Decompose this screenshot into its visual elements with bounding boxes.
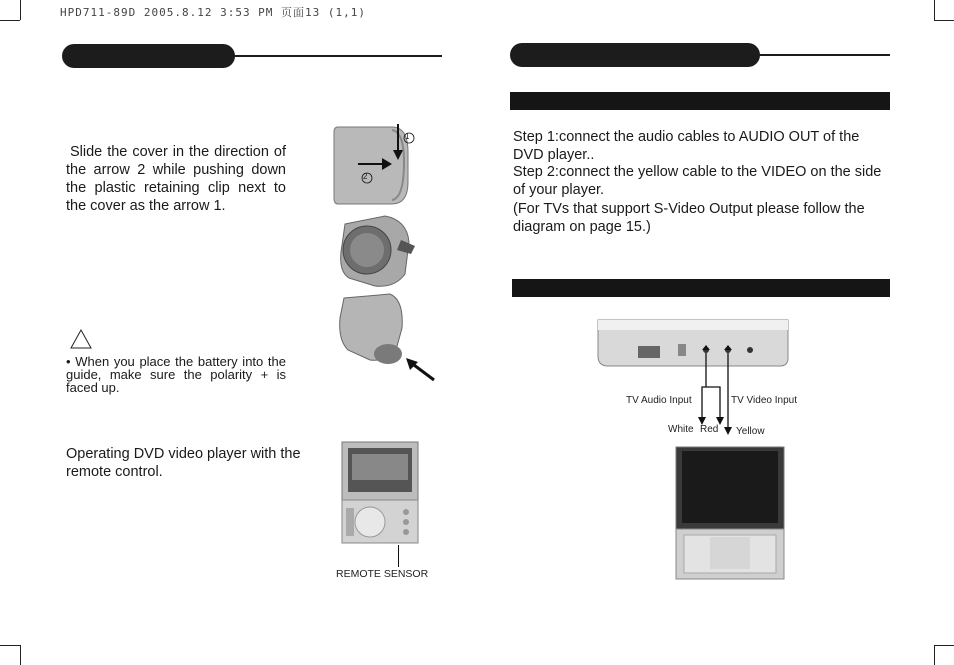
- left-section-pill: [62, 44, 235, 68]
- tv-audio-input-label: TV Audio Input: [626, 395, 692, 406]
- remote-instruction-text: Operating DVD video player with the remote control.: [66, 446, 301, 480]
- battery-insert-illustration: [330, 288, 440, 388]
- right-subsection-bar-2: [512, 279, 890, 297]
- dvd-player-illustration: [340, 440, 420, 545]
- print-header: HPD711-89D 2005.8.12 3:53 PM 页面13 (1,1): [60, 6, 367, 19]
- warning-triangle-icon: [70, 329, 92, 349]
- left-section-rule: [230, 55, 442, 57]
- crop-mark-bl-h: [0, 645, 20, 646]
- crop-mark-br-h: [934, 645, 954, 646]
- battery-instruction-text: Slide the cover in the direction of the arrow 2 while pushing down the plastic retaining clip next to the cover as the arrow 1.: [66, 144, 286, 214]
- right-subsection-bar-1: [510, 92, 890, 110]
- arrow-2-label: 2: [363, 172, 368, 181]
- crop-mark-tr-h: [934, 20, 954, 21]
- remote-cover-illustration: [330, 122, 430, 212]
- television-illustration: [674, 445, 786, 581]
- crop-mark-tr-v: [934, 0, 935, 20]
- remote-sensor-label: REMOTE SENSOR: [336, 568, 429, 580]
- crop-mark-tl-v: [20, 0, 21, 20]
- right-section-pill: [510, 43, 760, 67]
- white-cable-label: White: [668, 424, 694, 435]
- tv-video-input-label: TV Video Input: [731, 395, 797, 406]
- arrow-1-label: 1: [405, 132, 410, 141]
- yellow-cable-label: Yellow: [736, 426, 765, 437]
- crop-mark-br-v: [934, 645, 935, 665]
- step-note-text: (For TVs that support S-Video Output please follow the diagram on page 15.): [513, 201, 865, 235]
- right-section-rule: [755, 54, 890, 56]
- crop-mark-bl-v: [20, 645, 21, 665]
- step-1-text: Step 1:connect the audio cables to AUDIO OUT of the DVD player..: [513, 129, 860, 163]
- red-cable-label: Red: [700, 424, 719, 435]
- step-2-text: Step 2:connect the yellow cable to the VIDEO on the side of your player.: [513, 164, 882, 198]
- battery-illustration: [335, 212, 420, 292]
- remote-sensor-line: [398, 545, 399, 567]
- battery-warning-text: • When you place the battery into the guide, make sure the polarity + is faced up.: [66, 354, 286, 395]
- crop-mark-tl-h: [0, 20, 20, 21]
